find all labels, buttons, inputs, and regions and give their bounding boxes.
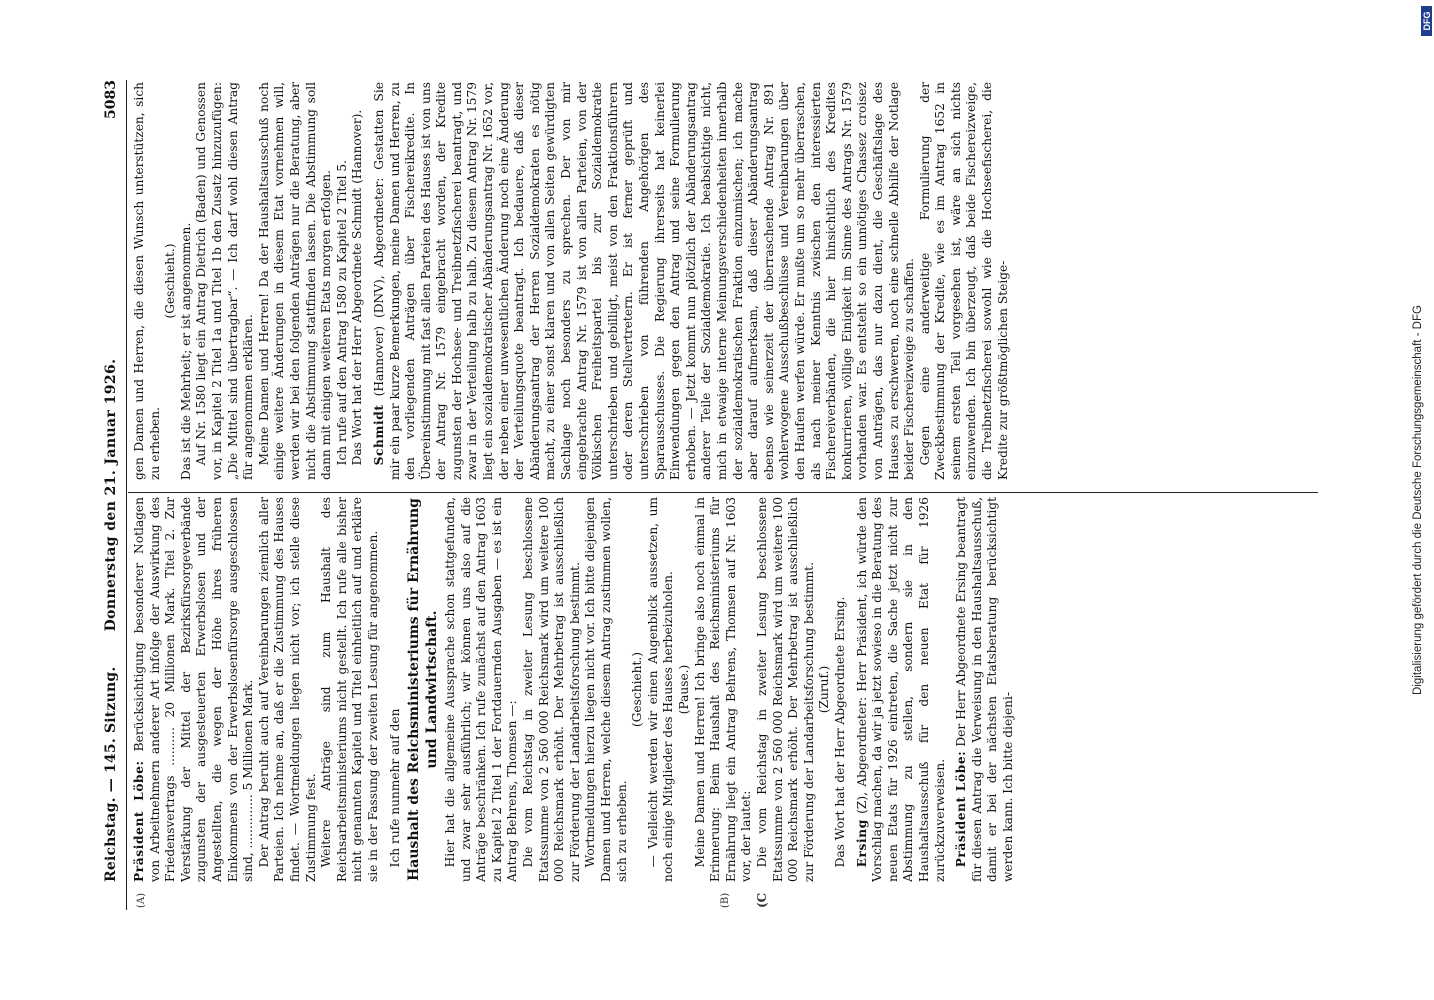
page-number: 5083 xyxy=(103,80,119,119)
rotated-document xyxy=(100,80,1320,910)
stage-direction: (Zuruf.) xyxy=(817,665,832,714)
header-session: Reichstag. — 145. Sitzung. xyxy=(103,666,119,882)
paragraph: Das ist die Mehrheit; er ist angenommen. xyxy=(178,222,193,480)
column-divider xyxy=(128,492,1318,493)
paragraph: Hier hat die allgemeine Aussprache schon stattgefunden, und zwar sehr ausführlich; wir können uns also auf die Anträge beschränken. Ich rufe zunächst auf den Antrag 1603 zu Kapitel 2 Titel 1 der Fortdauernden Ausgaben — es ist ein Antrag Behrens, Thomsen —: xyxy=(443,497,520,882)
quoted-motion: Die vom Reichstag in zweiter Lesung beschlossene Etatssumme von 2 560 000 Reichsmark wird um weitere 100 000 Reichsmark erhöht. Der Mehrbetrag ist ausschließlich zur Förderung der Landarbeitsforschung bestimmt. xyxy=(754,497,816,882)
margin-marker-b: (B) xyxy=(720,892,731,908)
quoted-motion: Die vom Reichstag in zweiter Lesung beschlossene Etatssumme von 2 560 000 Reichsmark wird um weitere 100 000 Reichsmark erhöht. Der Mehrbetrag ist ausschließlich zur Förderung der Landarbeitsforschung bestimmt. xyxy=(521,497,582,882)
stage-direction: (Pause.) xyxy=(677,664,691,715)
digitization-sidebar xyxy=(1404,0,1432,1000)
paragraph xyxy=(372,82,918,480)
margin-marker-a: (A) xyxy=(136,892,147,908)
paragraph: Das Wort hat der Herr Abgeordnete Schmidt (Hannover). xyxy=(350,109,365,466)
speaker-name: Ersing xyxy=(854,819,869,868)
paragraph: Meine Damen und Herren! Ich bringe also noch einmal in Erinnerung: Beim Haushalt des Reichsministeriums für Ernährung liegt ein Antrag Behrens, Thomsen auf Nr. 1603 vor, der lautet: xyxy=(692,497,754,882)
stage-direction: (Geschieht.) xyxy=(163,243,178,319)
header-date: Donnerstag den 21. Januar 1926. xyxy=(103,358,119,632)
paragraph: Meine Damen und Herren! Da der Haushaltsausschuß noch einige weitere Änderungen in diesem Etat vornehmen will, werden wir bei den folgenden Anträgen nur die Beratung, aber nicht die Abstimmung stattfinden lassen. Die Abstimmung soll dann mit einigen weiteren Etats morgen erfolgen. xyxy=(256,82,334,480)
digitization-credit: Digitalisierung gefördert durch die Deutsche Forschungsgemeinschaft - DFG xyxy=(1412,305,1424,695)
page-header xyxy=(100,80,122,910)
dfg-logo xyxy=(1421,6,1432,36)
paragraph xyxy=(855,497,949,882)
paragraph-text: Der Herr Abgeordnete Ersing beantragt für diesen Antrag die Verweisung in den Haushaltsausschuß, damit er bei der nächsten Etatsberatung berücksichtigt werden kann. Ich bitte diejeni- xyxy=(954,497,1015,882)
left-column xyxy=(132,497,1312,882)
paragraph: Ich rufe auf den Antrag 1580 zu Kapitel 2 Titel 5. xyxy=(334,160,349,466)
speaker-name: Schmidt xyxy=(371,404,386,466)
right-column xyxy=(132,82,1312,480)
paragraph: — Vielleicht werden wir einen Augenblick aussetzen, um noch einige Mitglieder des Hauses herbeizuholen. xyxy=(645,497,676,882)
paragraph: Das Wort hat der Herr Abgeordnete Ersing. xyxy=(832,596,847,868)
dfg-logo-text: DFG xyxy=(1421,11,1432,31)
speaker-name: Präsident Löbe: xyxy=(132,760,146,882)
paragraph xyxy=(954,497,1016,882)
paragraph: gen Damen und Herren, die diesen Wunsch unterstützen, sich zu erheben. xyxy=(132,82,162,480)
stage-direction: (Geschieht.) xyxy=(630,651,645,728)
paragraph: Auf Nr. 1580 liegt ein Antrag Dietrich (Baden) und Genossen vor, in Kapitel 2 Titel 1a und Titel 1b den Zusatz hinzuzufügen: „Die Mittel sind übertragbar“. — Ich darf wohl diesen Antrag für angenommen erklären. xyxy=(194,82,256,480)
header-rule xyxy=(126,80,127,910)
paragraph-text: Berücksichtigung besonderer Notlagen von Arbeitnehmern anderer Art infolge der Auswirkung des Friedensvertrags .......... 20 Millionen Mark. Titel 2. Zur Verstärkung der Mittel der Bezirksfürsorgeverbände zugunsten der ausgesteuerten Erwerbslosen und der Angestellten, die wegen der Höhe ihres früheren Einkommens von der Erwerbslosenfürsorge ausgeschlossen sind, .............. 5 Millionen Mark. xyxy=(132,497,256,882)
paragraph: Weitere Anträge sind zum Haushalt des Reichsarbeitsministeriums nicht gestellt. Ich rufe alle bisher nicht genannten Kapitel und Titel einheitlich auf und erkläre sie in der Fassung der zweiten Lesung für angenommen. xyxy=(319,497,380,882)
paragraph: Wortmeldungen hierzu liegen nicht vor. Ich bitte diejenigen Damen und Herren, welche diesem Antrag zustimmen wollen, sich zu erheben. xyxy=(583,497,629,882)
paragraph-text: (Z), Abgeordneter: Herr Präsident, ich würde den Vorschlag machen, da wir ja jetzt sowieso in die Beratung des neuen Etats für 1926 eintreten, die Sache jetzt nicht zur Abstimmung zu stellen, sondern sie in den Haushaltsausschuß für den neuen Etat für 1926 zurückzuverweisen. xyxy=(854,497,947,882)
paragraph: Ich rufe nunmehr auf den xyxy=(387,708,402,868)
speaker-name: Präsident Löbe: xyxy=(954,750,969,868)
paragraph-text: (Hannover) (DNV), Abgeordneter: Gestatten Sie mir ein paar kurze Bemerkungen, meine Damen und Herren, zu den vorliegenden Anträgen über Fischereikredite. In Übereinstimmung mit fast allen Parteien des Hauses ist von uns der Antrag Nr. 1579 eingebracht worden, der Kredite zugunsten der Hochsee- und Treibnetzfischerei beantragt, und zwar in der Verteilung halb zu halb. Zu diesem Antrag Nr. 1579 liegt ein sozialdemokratischer Abänderungsantrag Nr. 1652 vor, der neben einer unwesentlichen Änderung noch eine Änderung der Verteilungsquote beantragt. Ich bedauere, daß dieser Abänderungsantrag der Herren Sozialdemokraten es nötig macht, zu einer sonst klaren und von allen Seiten gewürdigten Sachlage noch besonders zu sprechen. Der von mir eingebrachte Antrag Nr. 1579 ist von allen Parteien, von der Völkischen Freiheitspartei bis zur Sozialdemokratie unterschrieben und gebilligt, meist von den Fraktionsführern oder deren Stellvertretern. Er ist ferner geprüft und unterschrieben von führenden Angehörigen des Sparausschusses. Die Regierung ihrerseits hat keinerlei Einwendungen gegen den Antrag und seine Formulierung erhoben. — Jetzt kommt nun plötzlich der Abänderungsantrag anderer Teile der Sozialdemokratie. Ich beabsichtige nicht, mich in etwaige interne Meinungsverschiedenheiten innerhalb der sozialdemokratischen Fraktion einzumischen; ich mache aber darauf aufmerksam, daß dieser Abänderungsantrag ebenso wie seinerzeit der überraschende Antrag Nr. 891 wohlerwogene Ausschußbeschlüsse und Vereinbarungen über den Haufen werfen würde. Er mußte um so mehr überraschen, als nach meiner Kenntnis zwischen den interessierten Fischereiverbänden, die hier hinsichtlich des Kredites konkurrieren, völlige Einigkeit im Sinne des Antrags Nr. 1579 vorhanden war. Es entsteht so ein unnötiges Chassez croisez von Anträgen, das nur dazu dient, die Geschäftslage des Hauses zu erschweren, noch eine schnelle Abhilfe der Notlage beider Fischereizweige zu schaffen. xyxy=(371,82,917,480)
paragraph: Gegen eine anderweitige Formulierung der Zweckbestimmung der Kredite, wie es im Antrag 1652 in seinem ersten Teil vorgesehen ist, wäre an sich nichts einzuwenden. Ich bin überzeugt, daß beide Fischereizweige, die Treibnetzfischerei sowohl wie die Hochseefischerei, die Kredite zur größtmöglichen Steige- xyxy=(917,82,1010,480)
paragraph: Der Antrag beruht auch auf Vereinbarungen ziemlich aller Parteien. Ich nehme an, daß er die Zustimmung des Hauses findet. — Wortmeldungen liegen nicht vor; ich stelle diese Zustimmung fest. xyxy=(256,497,318,882)
section-heading: Haushalt des Reichsministeriums für Ernährung und Landwirtschaft. xyxy=(406,498,441,881)
paragraph xyxy=(132,497,257,882)
margin-marker-c: (C xyxy=(755,892,769,908)
